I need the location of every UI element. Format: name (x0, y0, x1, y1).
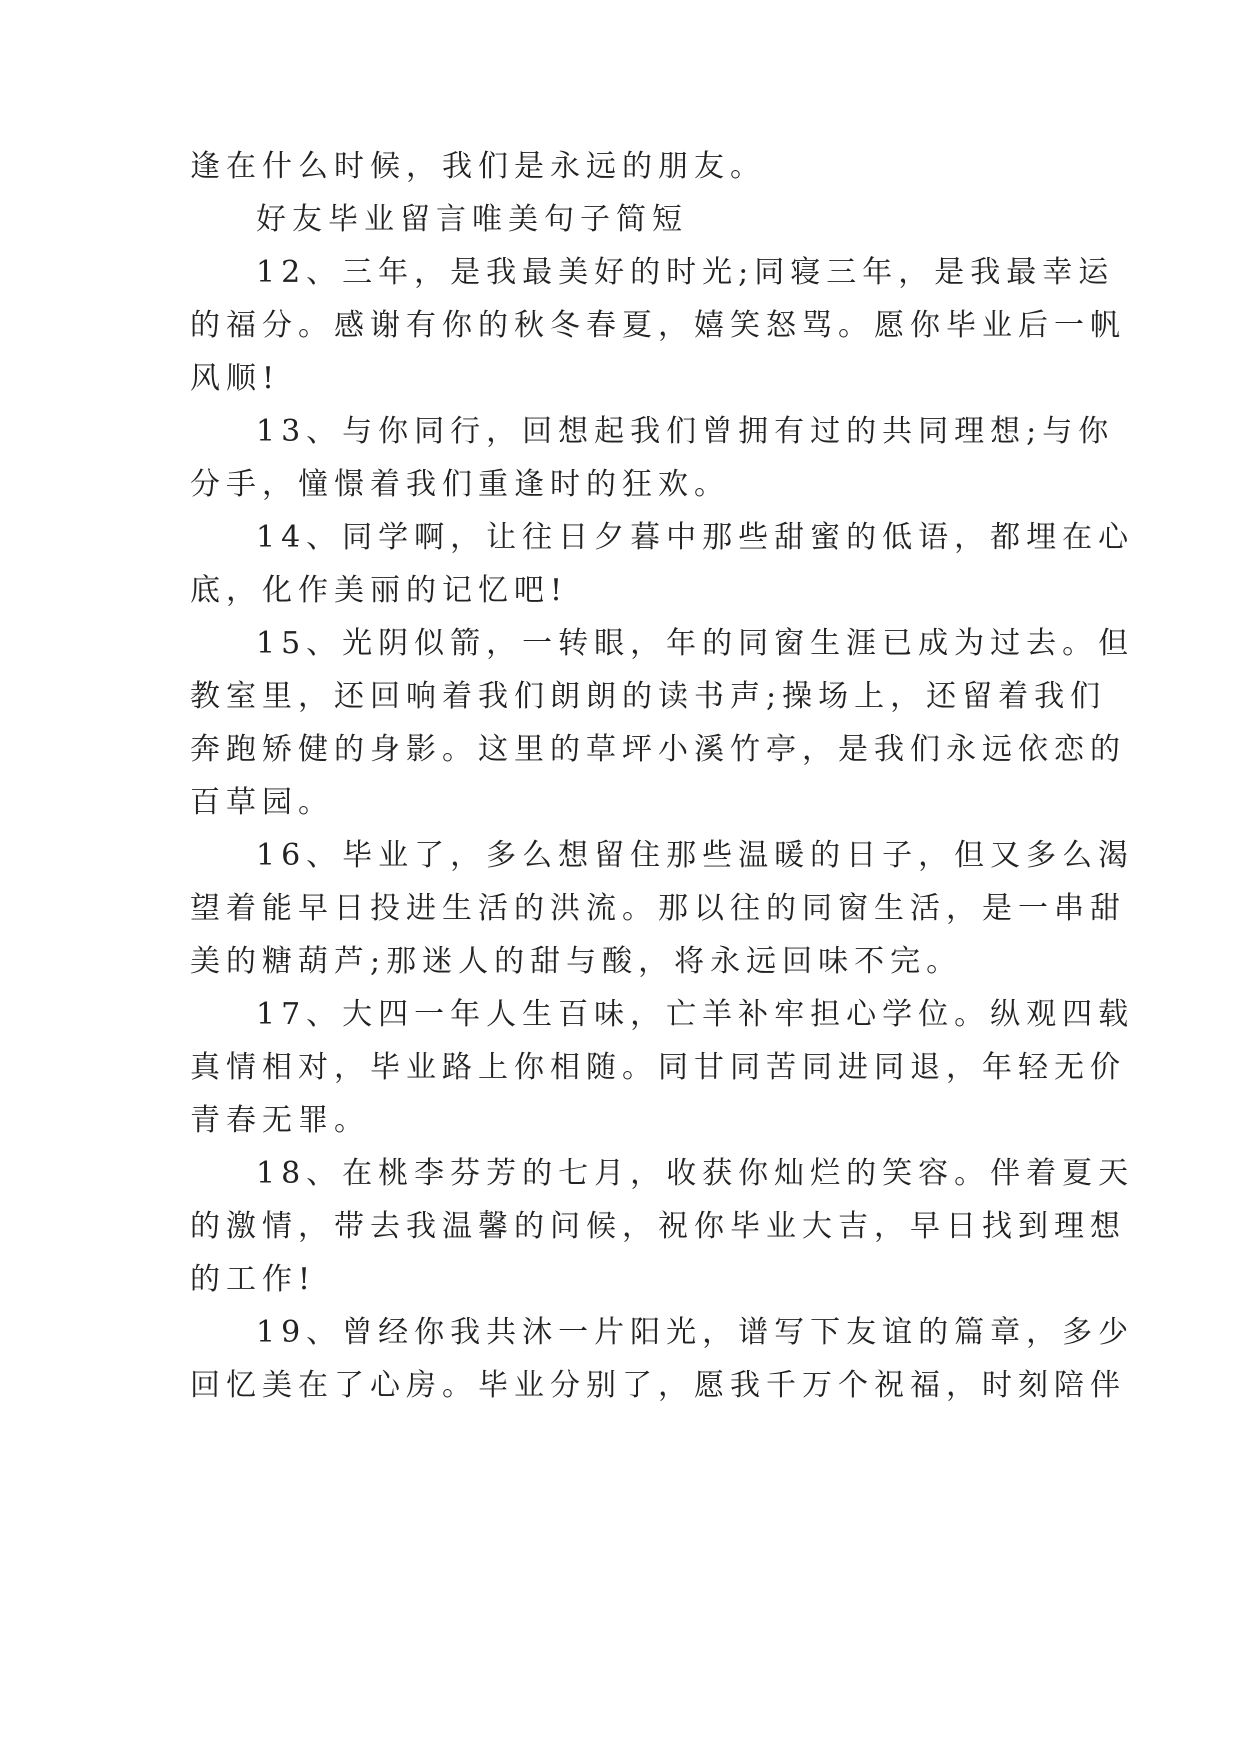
text-line: 15、光阴似箭，一转眼，年的同窗生涯已成为过去。但 (256, 626, 1135, 661)
text-line: 18、在桃李芬芳的七月，收获你灿烂的笑容。伴着夏天 (256, 1156, 1135, 1191)
text-line: 12、三年，是我最美好的时光;同寝三年，是我最幸运 (256, 255, 1115, 290)
text-line: 风顺! (190, 361, 281, 396)
section-heading: 好友毕业留言唯美句子简短 (256, 202, 688, 237)
text-line: 分手，憧憬着我们重逢时的狂欢。 (190, 467, 730, 502)
text-line: 14、同学啊，让往日夕暮中那些甜蜜的低语，都埋在心 (256, 520, 1135, 555)
text-line: 教室里，还回响着我们朗朗的读书声;操场上，还留着我们 (190, 679, 1107, 714)
text-line: 逢在什么时候，我们是永远的朋友。 (190, 149, 766, 184)
text-line: 真情相对，毕业路上你相随。同甘同苦同进同退，年轻无价 (190, 1050, 1126, 1085)
text-line: 望着能早日投进生活的洪流。那以往的同窗生活，是一串甜 (190, 891, 1126, 926)
text-line: 的激情，带去我温馨的问候，祝你毕业大吉，早日找到理想 (190, 1209, 1126, 1244)
text-line: 回忆美在了心房。毕业分别了，愿我千万个祝福，时刻陪伴 (190, 1368, 1126, 1403)
text-line: 的工作! (190, 1262, 317, 1297)
text-line: 底，化作美丽的记忆吧! (190, 573, 569, 608)
text-line: 17、大四一年人生百味，亡羊补牢担心学位。纵观四载 (256, 997, 1135, 1032)
text-line: 青春无罪。 (190, 1103, 370, 1138)
text-line: 奔跑矫健的身影。这里的草坪小溪竹亭，是我们永远依恋的 (190, 732, 1126, 767)
text-line: 美的糖葫芦;那迷人的甜与酸，将永远回味不完。 (190, 944, 963, 979)
text-line: 19、曾经你我共沐一片阳光，谱写下友谊的篇章，多少 (256, 1315, 1135, 1350)
text-line: 的福分。感谢有你的秋冬春夏，嬉笑怒骂。愿你毕业后一帆 (190, 308, 1126, 343)
text-line: 13、与你同行，回想起我们曾拥有过的共同理想;与你 (256, 414, 1115, 449)
text-line: 百草园。 (190, 785, 334, 820)
text-line: 16、毕业了，多么想留住那些温暖的日子，但又多么渴 (256, 838, 1135, 873)
